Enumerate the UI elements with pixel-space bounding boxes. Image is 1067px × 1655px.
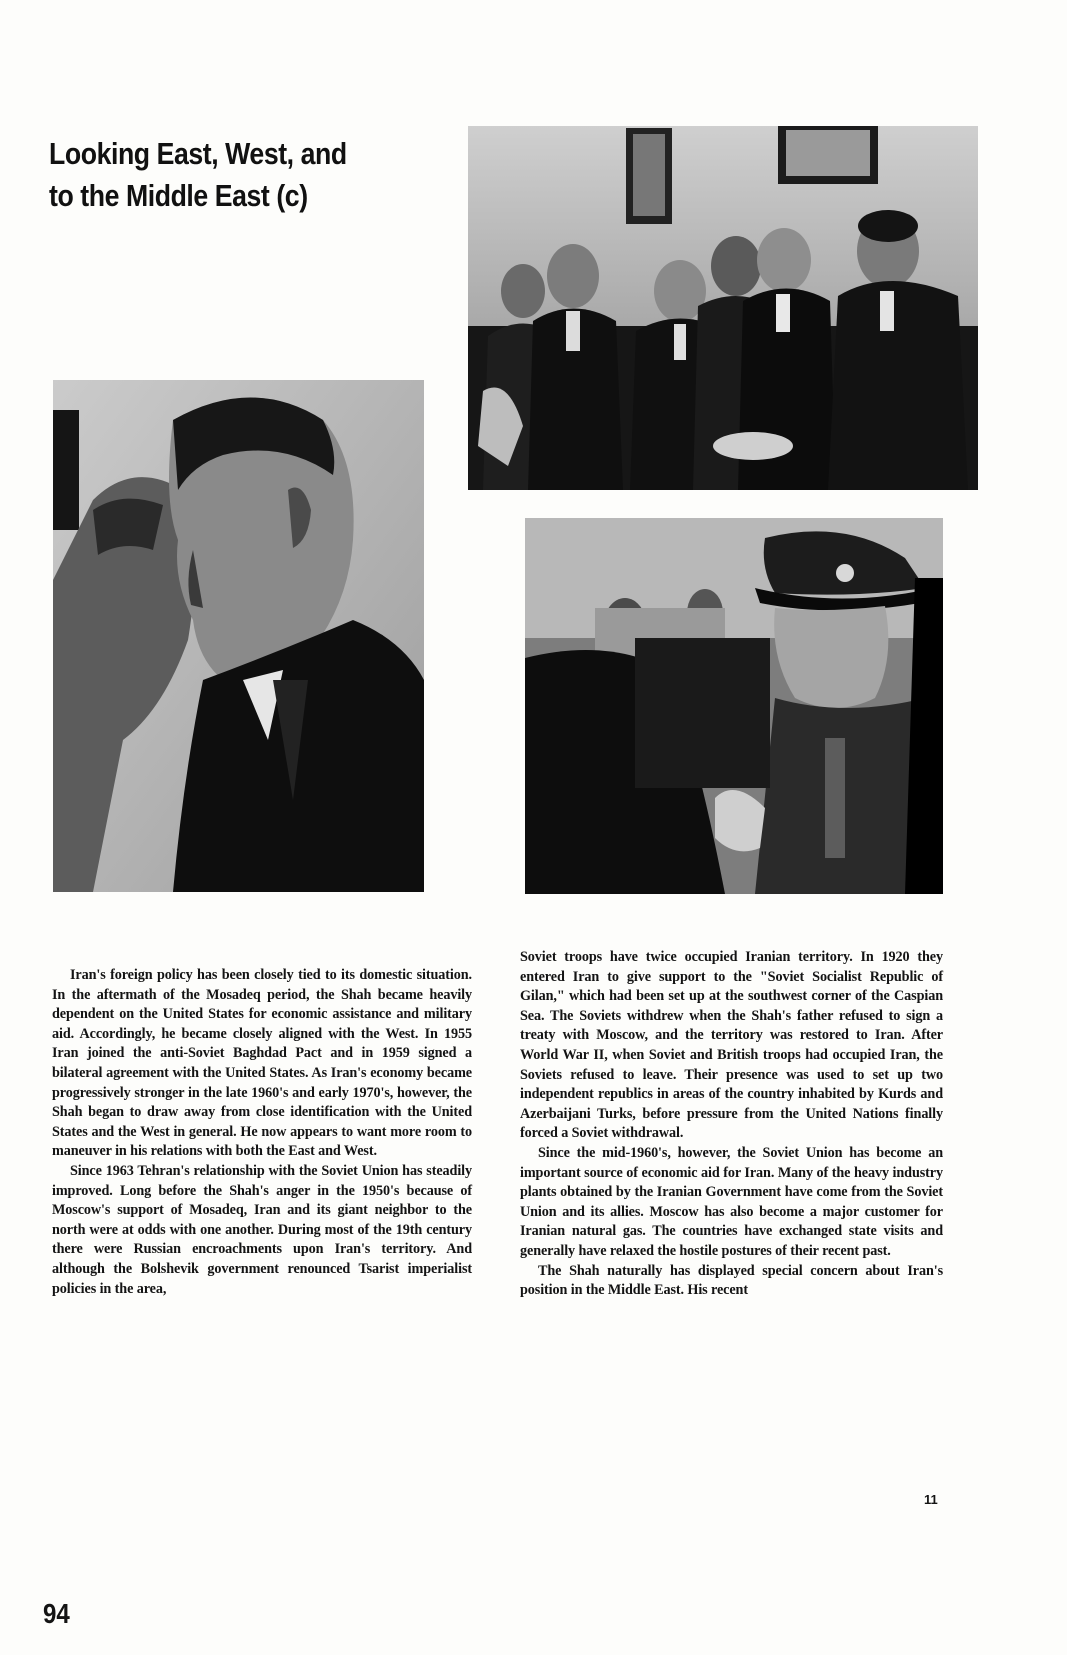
paragraph: Soviet troops have twice occupied Iranian territory. In 1920 they entered Iran to give support to the "Soviet Socialist Republic of Gilan," which had been set up at the southwest corner of the Caspian Sea. The Soviets withdrew when the Shah's father refused to sign a treaty with Moscow, and the territory was restored to Iran. After World War II, when Soviet and British troops had occupied Iran, the Soviets refused to leave. Their presence was used to set up two independent republics in areas of the country inhabited by Kurds and Azerbaijani Turks, before pressure from the United Nations finally forced a Soviet withdrawal. [520,949,943,1142]
paragraph: The Shah naturally has displayed special concern about Iran's position in the Middle East. His recent [520,1262,943,1299]
page-number-left: 94 [43,1598,70,1629]
profile-photo [53,380,424,892]
title-line-2: to the Middle East (c) [49,178,308,213]
group-photo [468,126,978,490]
text-column-right [520,948,943,1301]
paragraph: Iran's foreign policy has been closely tied to its domestic situation. In the aftermath of the Mosadeq period, the Shah became heavily dependent on the United States for economic assistance and military aid. Accordingly, he became closely aligned with the West. In 1955 Iran joined the anti-Soviet Baghdad Pact and in 1959 signed a bilateral agreement with the United States. As Iran's economy became progressively stronger in the late 1960's and early 1970's, however, the Shah began to draw away from close identification with the United States and the West in general. He now appears to want more room to maneuver in his relations with both the East and West. [52,967,472,1160]
paragraph: Since 1963 Tehran's relationship with the Soviet Union has steadily improved. Long before the Shah's anger in the 1950's because of Moscow's support of Mosadeq, Iran and its giant neighbor to the north were at odds with one another. During most of the 19th century there were Russian encroachments upon Iran's territory. And although the Bolshevik government renounced Tsarist imperialist policies in the area, [52,1162,472,1297]
text-column-left [52,966,472,1299]
title-line-1: Looking East, West, and [49,136,347,171]
paragraph: Since the mid-1960's, however, the Soviet Union has become an important source of economic aid for Iran. Many of the heavy industry plants obtained by the Iranian Government have come from the Soviet Union and its allies. Moscow has also become a major customer for Iranian natural gas. The countries have exchanged state visits and generally have relaxed the hostile postures of their recent past. [520,1144,943,1259]
page-title [49,133,347,217]
military-photo [525,518,943,894]
page-number-right: 11 [924,1492,938,1507]
